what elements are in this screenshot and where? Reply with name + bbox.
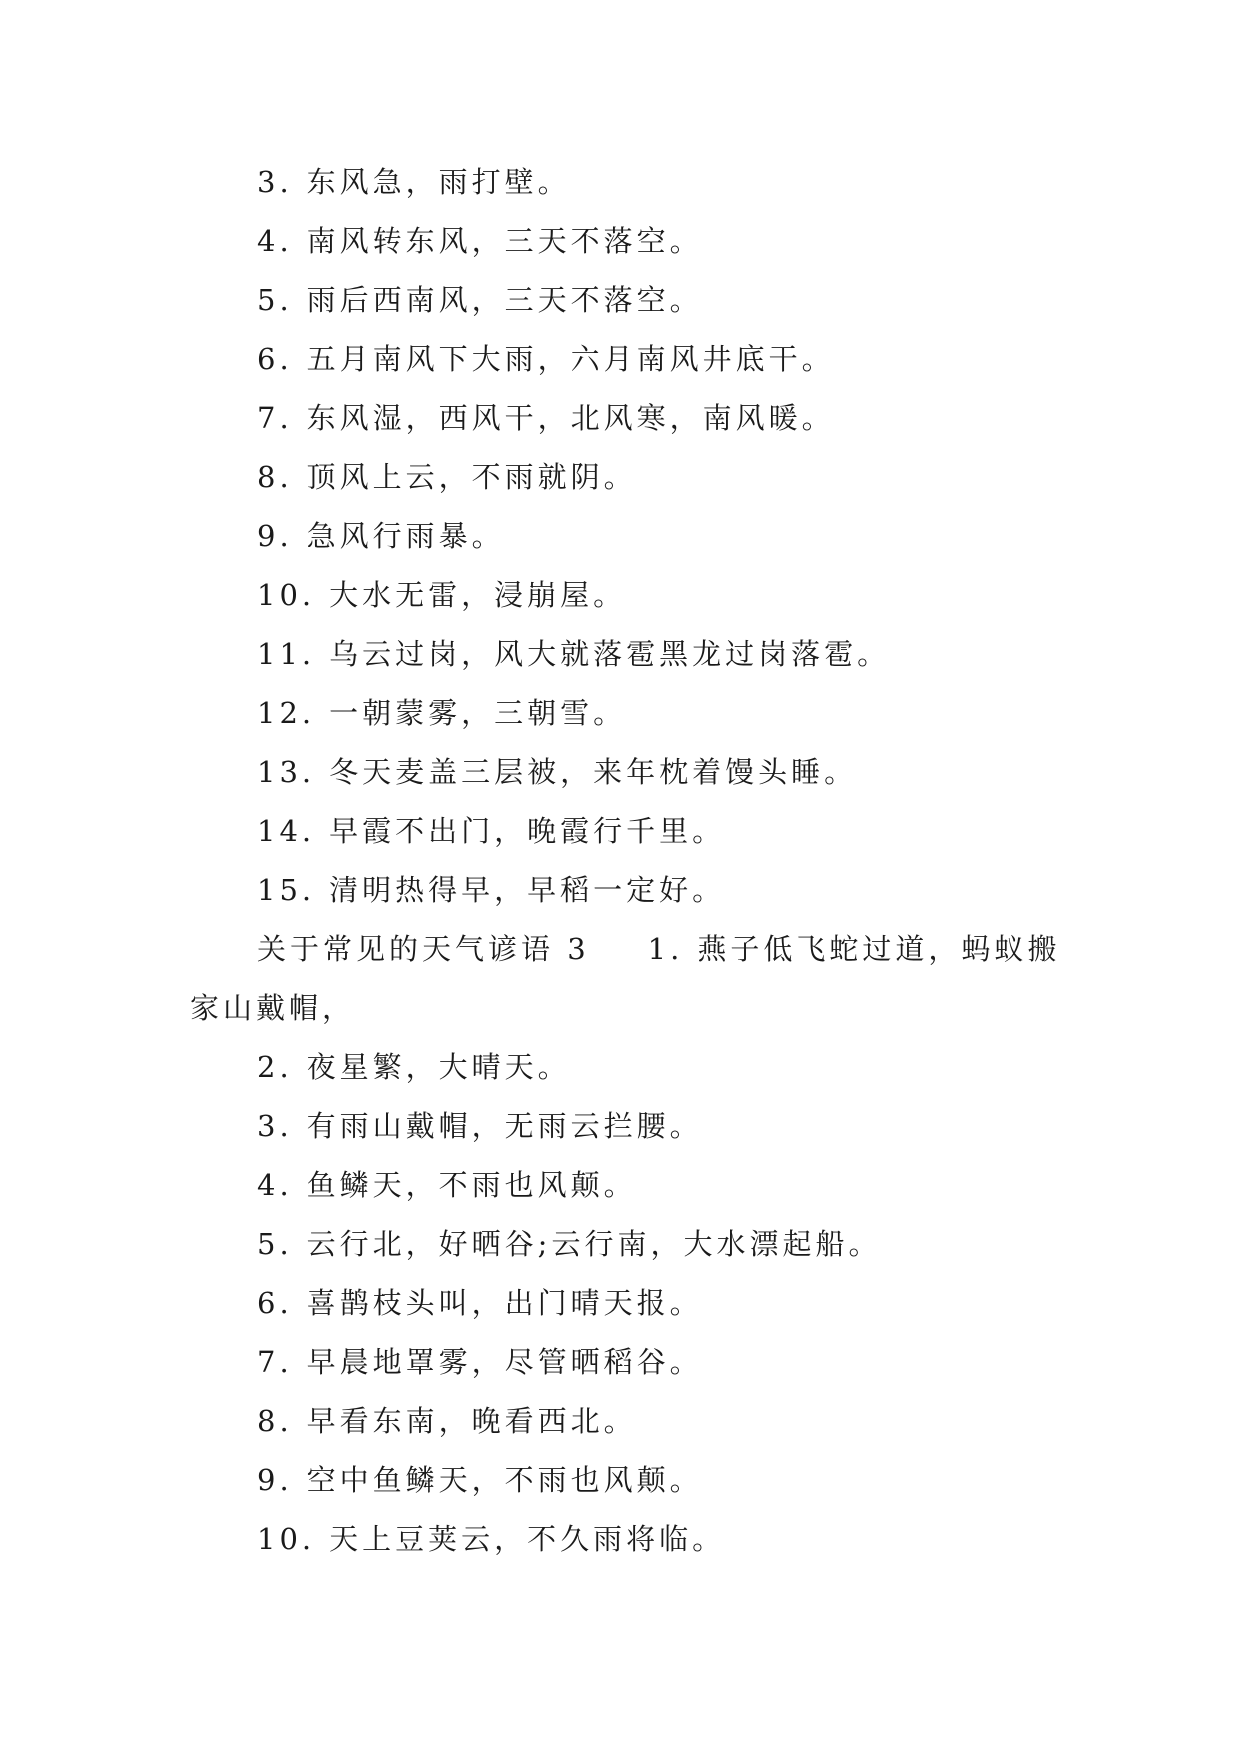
item-text: 早霞不出门，晚霞行千里。 bbox=[329, 814, 726, 848]
list-item bbox=[257, 457, 637, 497]
item-text: 家山戴帽， bbox=[190, 991, 356, 1025]
list-item bbox=[257, 1165, 637, 1205]
item-text: 云行北，好晒谷;云行南，大水漂起船。 bbox=[306, 1227, 882, 1261]
item-text: 冬天麦盖三层被，来年枕着馒头睡。 bbox=[329, 755, 858, 789]
list-item bbox=[257, 339, 835, 379]
item-number: 7. bbox=[257, 1345, 293, 1379]
list-item bbox=[257, 221, 703, 261]
item-number: 6. bbox=[257, 342, 293, 376]
item-number: 1. bbox=[647, 932, 684, 966]
item-number: 8. bbox=[257, 460, 293, 494]
list-item bbox=[257, 280, 703, 320]
list-item bbox=[257, 1047, 571, 1087]
item-number: 12. bbox=[257, 696, 316, 730]
item-number: 9. bbox=[257, 1463, 293, 1497]
list-item bbox=[257, 398, 835, 438]
item-text: 早晨地罩雾，尽管晒稻谷。 bbox=[306, 1345, 703, 1379]
list-item bbox=[257, 1224, 881, 1264]
list-item bbox=[257, 1460, 703, 1500]
item-text: 清明热得早，早稻一定好。 bbox=[329, 873, 726, 907]
list-item bbox=[257, 575, 626, 615]
item-number: 13. bbox=[257, 755, 316, 789]
item-text: 一朝蒙雾，三朝雪。 bbox=[329, 696, 627, 730]
item-text: 急风行雨暴。 bbox=[306, 519, 505, 553]
list-item bbox=[257, 162, 571, 202]
item-number: 10. bbox=[257, 578, 316, 612]
item-text: 夜星繁，大晴天。 bbox=[306, 1050, 571, 1084]
item-text: 燕子低飞蛇过道，蚂蚁搬 bbox=[697, 932, 1061, 966]
list-item bbox=[257, 693, 626, 733]
list-item bbox=[257, 811, 725, 851]
list-item bbox=[257, 870, 725, 910]
item-number: 15. bbox=[257, 873, 316, 907]
item-text: 南风转东风，三天不落空。 bbox=[306, 224, 703, 258]
item-text: 早看东南，晚看西北。 bbox=[306, 1404, 637, 1438]
item-number: 4. bbox=[257, 224, 293, 258]
item-text: 五月南风下大雨，六月南风井底干。 bbox=[306, 342, 835, 376]
item-number: 7. bbox=[257, 401, 293, 435]
item-number: 4. bbox=[257, 1168, 293, 1202]
section-heading: 关于常见的天气谚语 3 bbox=[257, 932, 590, 966]
item-number: 11. bbox=[257, 637, 316, 671]
item-number: 10. bbox=[257, 1522, 316, 1556]
list-item bbox=[257, 1106, 703, 1146]
item-number: 6. bbox=[257, 1286, 293, 1320]
item-text: 乌云过岗，风大就落雹黑龙过岗落雹。 bbox=[329, 637, 891, 671]
item-text: 东风急，雨打壁。 bbox=[306, 165, 571, 199]
list-item bbox=[257, 1283, 703, 1323]
list-item bbox=[257, 1342, 703, 1382]
item-number: 5. bbox=[257, 1227, 293, 1261]
item-number: 2. bbox=[257, 1050, 293, 1084]
item-text: 东风湿，西风干，北风寒，南风暖。 bbox=[306, 401, 835, 435]
item-text: 顶风上云，不雨就阴。 bbox=[306, 460, 637, 494]
list-item bbox=[257, 752, 857, 792]
item-number: 5. bbox=[257, 283, 293, 317]
item-text: 鱼鳞天，不雨也风颠。 bbox=[306, 1168, 637, 1202]
item-text: 大水无雷，浸崩屋。 bbox=[329, 578, 627, 612]
item-number: 3. bbox=[257, 165, 293, 199]
item-text: 空中鱼鳞天，不雨也风颠。 bbox=[306, 1463, 703, 1497]
item-text: 天上豆荚云，不久雨将临。 bbox=[329, 1522, 726, 1556]
list-item bbox=[257, 516, 505, 556]
list-item bbox=[257, 1519, 725, 1559]
item-number: 8. bbox=[257, 1404, 293, 1438]
item-text: 雨后西南风，三天不落空。 bbox=[306, 283, 703, 317]
item-number: 9. bbox=[257, 519, 293, 553]
list-item bbox=[257, 1401, 637, 1441]
list-item bbox=[257, 634, 890, 674]
item-text: 有雨山戴帽，无雨云拦腰。 bbox=[306, 1109, 703, 1143]
section-heading-line bbox=[257, 929, 1060, 969]
item-continuation bbox=[190, 988, 355, 1028]
item-number: 14. bbox=[257, 814, 316, 848]
item-number: 3. bbox=[257, 1109, 293, 1143]
item-text: 喜鹊枝头叫，出门晴天报。 bbox=[306, 1286, 703, 1320]
